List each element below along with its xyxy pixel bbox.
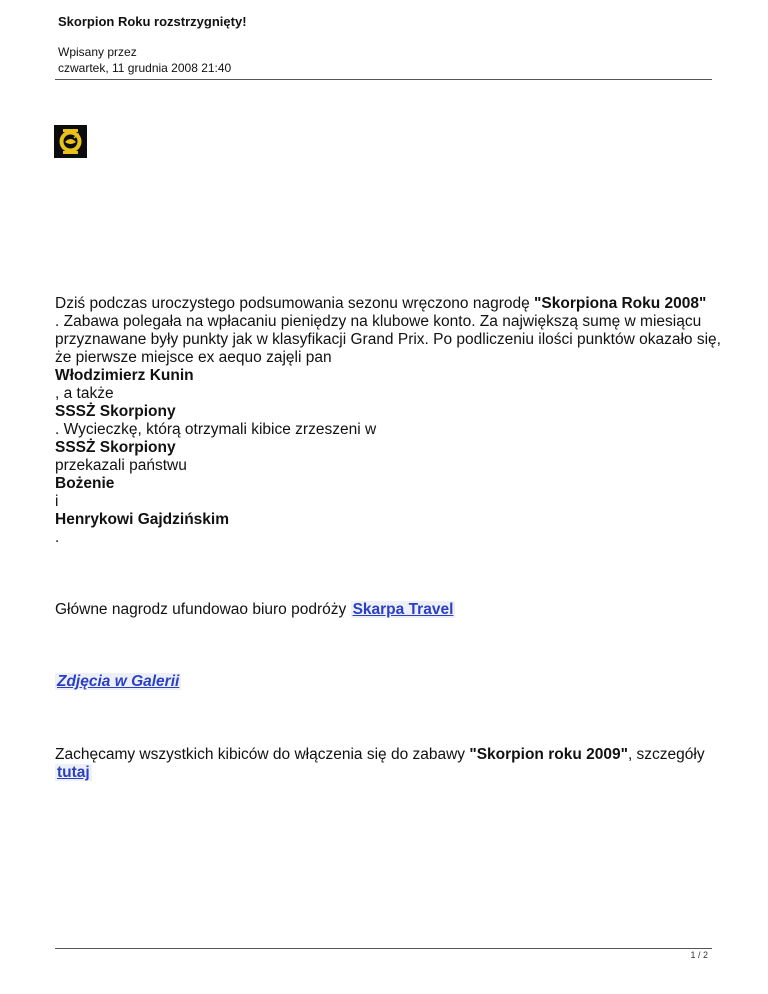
winner-1: Włodzimierz Kunin [55,367,194,384]
passed-text: przekazali państwu [55,457,187,474]
spacer [55,619,725,673]
scorpion-club-logo-icon [54,125,87,158]
page-number: 1 / 2 [690,950,708,960]
organization-name: SSSŻ Skorpiony [55,439,176,456]
winner-2: SSSŻ Skorpiony [55,403,176,420]
award-name: "Skorpiona Roku 2008" [534,295,707,312]
sponsor-paragraph [55,601,725,619]
spacer [55,691,725,746]
next-award-name: "Skorpion roku 2009" [469,746,628,763]
recipient-1: Bożenie [55,475,115,492]
trip-text: . Wycieczkę, którą otrzymali kibice zrzeszeni w [55,421,377,438]
end-dot: . [55,529,60,546]
recipient-2: Henrykowi Gajdzińskim [55,511,229,528]
and-text: i [55,493,59,510]
gallery-paragraph [55,673,725,691]
article-title: Skorpion Roku rozstrzygnięty! [58,14,247,29]
intro-text: Dziś podczas uroczystego podsumowania sezonu wręczono nagrodę [55,295,535,312]
header-divider [55,79,712,80]
spacer [55,547,725,601]
also-text: , a także [55,385,114,402]
author-label: Wpisany przez [58,45,137,59]
logo-graphic [54,125,87,158]
gallery-link[interactable]: Zdjęcia w Galerii [57,673,180,690]
article-body [55,295,725,782]
article-meta [58,44,231,76]
sponsor-link[interactable]: Skarpa Travel [352,601,454,618]
intro-paragraph [55,295,725,367]
invite-rest: , szczegóły [627,746,705,763]
invite-paragraph [55,746,725,782]
footer-divider [55,948,712,949]
details-link[interactable]: tutaj [57,764,90,781]
invite-text: Zachęcamy wszystkich kibiców do włączenia się do zabawy [55,746,470,763]
sponsor-text: Główne nagrodz ufundowao biuro podróży [55,601,351,618]
intro-rest: . Zabawa polegała na wpłacaniu pieniędzy na klubowe konto. Za największą sumę w miesiącu przyznawane były punkty jak w klasyfikacji Grand Prix. Po podliczeniu ilości punktów okazało się, że pierwsze miejsce ex aequo zajęli pan [55,313,721,366]
publish-date: czwartek, 11 grudnia 2008 21:40 [58,61,232,75]
